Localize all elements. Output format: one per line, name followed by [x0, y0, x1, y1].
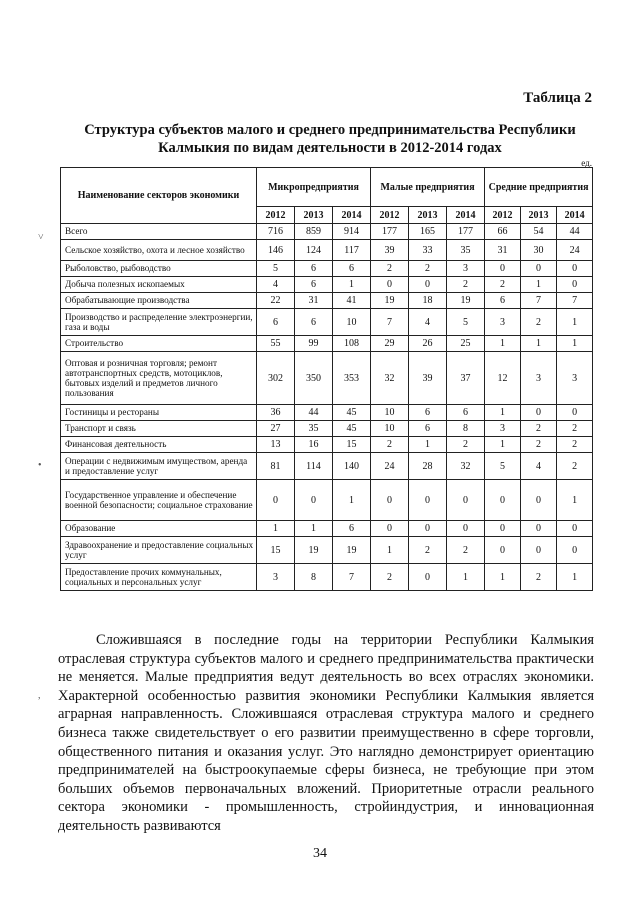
value-cell: 55: [257, 336, 295, 352]
value-cell: 5: [257, 261, 295, 277]
value-cell: 99: [295, 336, 333, 352]
value-cell: 2: [409, 537, 447, 564]
value-cell: 177: [371, 224, 409, 240]
value-cell: 19: [333, 537, 371, 564]
value-cell: 28: [409, 453, 447, 480]
header-group-medium: Средние предприятия: [485, 168, 593, 207]
value-cell: 35: [295, 421, 333, 437]
value-cell: 1: [521, 336, 557, 352]
header-year: 2014: [447, 207, 485, 224]
value-cell: 6: [485, 293, 521, 309]
value-cell: 45: [333, 405, 371, 421]
value-cell: 165: [409, 224, 447, 240]
value-cell: 25: [447, 336, 485, 352]
value-cell: 0: [485, 537, 521, 564]
value-cell: 44: [557, 224, 593, 240]
value-cell: 1: [557, 309, 593, 336]
value-cell: 117: [333, 240, 371, 261]
sector-name-cell: Строительство: [61, 336, 257, 352]
table-row: [61, 240, 593, 261]
header-year: 2014: [333, 207, 371, 224]
sector-name-cell: Здравоохранение и предоставление социальных услуг: [61, 537, 257, 564]
value-cell: 3: [557, 352, 593, 405]
value-cell: 37: [447, 352, 485, 405]
table-row: [61, 224, 593, 240]
value-cell: 0: [521, 521, 557, 537]
value-cell: 0: [485, 521, 521, 537]
table-row: [61, 421, 593, 437]
value-cell: 31: [295, 293, 333, 309]
value-cell: 16: [295, 437, 333, 453]
value-cell: 0: [371, 521, 409, 537]
value-cell: 0: [409, 277, 447, 293]
value-cell: 2: [447, 277, 485, 293]
sector-name-cell: Операции с недвижимым имуществом, аренда и предоставление услуг: [61, 453, 257, 480]
value-cell: 716: [257, 224, 295, 240]
value-cell: 7: [371, 309, 409, 336]
value-cell: 6: [295, 261, 333, 277]
value-cell: 0: [447, 480, 485, 521]
value-cell: 0: [521, 480, 557, 521]
value-cell: 6: [447, 405, 485, 421]
value-cell: 3: [521, 352, 557, 405]
value-cell: 6: [295, 309, 333, 336]
value-cell: 29: [371, 336, 409, 352]
body-paragraph: [58, 631, 594, 836]
table-row: [61, 480, 593, 521]
value-cell: 27: [257, 421, 295, 437]
value-cell: 2: [447, 537, 485, 564]
value-cell: 0: [447, 521, 485, 537]
value-cell: 1: [333, 277, 371, 293]
value-cell: 2: [447, 437, 485, 453]
sector-name-cell: Сельское хозяйство, охота и лесное хозяйство: [61, 240, 257, 261]
sector-name-cell: Производство и распределение электроэнергии, газа и воды: [61, 309, 257, 336]
value-cell: 0: [371, 480, 409, 521]
sector-name-cell: Всего: [61, 224, 257, 240]
table-row: [61, 309, 593, 336]
value-cell: 41: [333, 293, 371, 309]
value-cell: 19: [447, 293, 485, 309]
value-cell: 114: [295, 453, 333, 480]
value-cell: 22: [257, 293, 295, 309]
value-cell: 0: [295, 480, 333, 521]
value-cell: 66: [485, 224, 521, 240]
value-cell: 2: [409, 261, 447, 277]
header-group-small: Малые предприятия: [371, 168, 485, 207]
unit-label: ед.: [581, 158, 592, 168]
value-cell: 39: [409, 352, 447, 405]
header-year: 2012: [371, 207, 409, 224]
table-row: [61, 352, 593, 405]
value-cell: 15: [257, 537, 295, 564]
value-cell: 2: [371, 437, 409, 453]
value-cell: 0: [557, 277, 593, 293]
value-cell: 32: [371, 352, 409, 405]
value-cell: 0: [485, 480, 521, 521]
value-cell: 6: [257, 309, 295, 336]
value-cell: 6: [333, 521, 371, 537]
sector-name-cell: Транспорт и связь: [61, 421, 257, 437]
value-cell: 2: [521, 421, 557, 437]
table-row: [61, 453, 593, 480]
value-cell: 10: [333, 309, 371, 336]
value-cell: 0: [557, 521, 593, 537]
value-cell: 3: [447, 261, 485, 277]
table-row: [61, 405, 593, 421]
value-cell: 1: [557, 564, 593, 591]
value-cell: 124: [295, 240, 333, 261]
value-cell: 4: [257, 277, 295, 293]
value-cell: 1: [371, 537, 409, 564]
value-cell: 1: [557, 480, 593, 521]
value-cell: 0: [409, 564, 447, 591]
value-cell: 45: [333, 421, 371, 437]
value-cell: 10: [371, 405, 409, 421]
sector-name-cell: Финансовая деятельность: [61, 437, 257, 453]
value-cell: 0: [409, 521, 447, 537]
sector-name-cell: Гостиницы и рестораны: [61, 405, 257, 421]
value-cell: 15: [333, 437, 371, 453]
value-cell: 44: [295, 405, 333, 421]
header-year: 2013: [521, 207, 557, 224]
value-cell: 7: [521, 293, 557, 309]
value-cell: 7: [333, 564, 371, 591]
value-cell: 24: [557, 240, 593, 261]
value-cell: 24: [371, 453, 409, 480]
value-cell: 6: [409, 405, 447, 421]
page-number: 34: [313, 846, 327, 861]
value-cell: 0: [521, 405, 557, 421]
sector-name-cell: Государственное управление и обеспечение военной безопасности; социальное страхование: [61, 480, 257, 521]
sector-name-cell: Добыча полезных ископаемых: [61, 277, 257, 293]
value-cell: 302: [257, 352, 295, 405]
table-row: [61, 521, 593, 537]
header-group-micro: Микропредприятия: [257, 168, 371, 207]
value-cell: 4: [409, 309, 447, 336]
value-cell: 350: [295, 352, 333, 405]
scan-mark: ˅: [38, 232, 44, 243]
paragraph-text: Сложившаяся в последние годы на территории Республики Калмыкия отраслевая структура субъектов малого и среднего предпринимательства практически не меняется. Малые предприятия ведут деятельность во всех отраслях экономики. Характерной особенностью развития экономики Республики Калмыкия является аграрная направленность. Сложившаяся отраслевая структура малого и среднего бизнеса также свидетельствует о его развитии преимущественно в сфере торговли, общественного питания и оказания услуг. Это наглядно демонстрирует ориентацию предпринимателей на быстроокупаемые сферы бизнеса, не требующие при этом больших объемов первоначальных вложений. Приоритетные отрасли реального сектора экономики - промышленность, стройиндустрия, и инновационная деятельность развиваются: [58, 632, 594, 834]
sector-name-cell: Обрабатывающие производства: [61, 293, 257, 309]
value-cell: 0: [257, 480, 295, 521]
value-cell: 19: [371, 293, 409, 309]
value-cell: 8: [295, 564, 333, 591]
value-cell: 2: [521, 309, 557, 336]
value-cell: 140: [333, 453, 371, 480]
value-cell: 54: [521, 224, 557, 240]
table-row: [61, 537, 593, 564]
value-cell: 2: [521, 437, 557, 453]
value-cell: 1: [485, 564, 521, 591]
value-cell: 177: [447, 224, 485, 240]
value-cell: 13: [257, 437, 295, 453]
value-cell: 26: [409, 336, 447, 352]
table-row: [61, 437, 593, 453]
value-cell: 1: [485, 437, 521, 453]
value-cell: 1: [485, 405, 521, 421]
scan-mark: ,: [38, 690, 41, 701]
value-cell: 36: [257, 405, 295, 421]
value-cell: 0: [409, 480, 447, 521]
value-cell: 353: [333, 352, 371, 405]
value-cell: 1: [521, 277, 557, 293]
value-cell: 1: [557, 336, 593, 352]
value-cell: 0: [521, 537, 557, 564]
value-cell: 859: [295, 224, 333, 240]
value-cell: 6: [295, 277, 333, 293]
value-cell: 1: [295, 521, 333, 537]
table-row: [61, 336, 593, 352]
sector-name-cell: Предоставление прочих коммунальных, социальных и персональных услуг: [61, 564, 257, 591]
value-cell: 1: [257, 521, 295, 537]
sector-name-cell: Оптовая и розничная торговля; ремонт автотранспортных средств, мотоциклов, бытовых изделий и предметов личного пользования: [61, 352, 257, 405]
value-cell: 7: [557, 293, 593, 309]
value-cell: 8: [447, 421, 485, 437]
value-cell: 2: [557, 437, 593, 453]
sector-name-cell: Рыболовство, рыбоводство: [61, 261, 257, 277]
header-year: 2012: [485, 207, 521, 224]
value-cell: 4: [521, 453, 557, 480]
header-year: 2013: [295, 207, 333, 224]
value-cell: 914: [333, 224, 371, 240]
header-sector: Наименование секторов экономики: [61, 168, 257, 224]
value-cell: 2: [485, 277, 521, 293]
table-row: [61, 293, 593, 309]
header-year: 2013: [409, 207, 447, 224]
sector-name-cell: Образование: [61, 521, 257, 537]
value-cell: 2: [371, 564, 409, 591]
value-cell: 12: [485, 352, 521, 405]
value-cell: 39: [371, 240, 409, 261]
table-row: [61, 277, 593, 293]
table-row: [61, 564, 593, 591]
value-cell: 33: [409, 240, 447, 261]
value-cell: 1: [447, 564, 485, 591]
value-cell: 35: [447, 240, 485, 261]
table-row: [61, 261, 593, 277]
value-cell: 2: [557, 453, 593, 480]
value-cell: 0: [371, 277, 409, 293]
value-cell: 0: [557, 537, 593, 564]
value-cell: 31: [485, 240, 521, 261]
value-cell: 0: [557, 261, 593, 277]
value-cell: 2: [521, 564, 557, 591]
value-cell: 32: [447, 453, 485, 480]
header-year: 2014: [557, 207, 593, 224]
value-cell: 108: [333, 336, 371, 352]
value-cell: 2: [557, 421, 593, 437]
value-cell: 2: [371, 261, 409, 277]
value-cell: 0: [521, 261, 557, 277]
table-title: Структура субъектов малого и среднего предпринимательства Республики Калмыкия по видам деятельности в 2012-2014 годах: [84, 122, 576, 156]
data-table: [60, 167, 593, 591]
scan-mark: •: [38, 460, 42, 471]
value-cell: 5: [485, 453, 521, 480]
value-cell: 3: [485, 309, 521, 336]
header-year: 2012: [257, 207, 295, 224]
value-cell: 6: [409, 421, 447, 437]
value-cell: 6: [333, 261, 371, 277]
value-cell: 19: [295, 537, 333, 564]
value-cell: 10: [371, 421, 409, 437]
value-cell: 5: [447, 309, 485, 336]
value-cell: 18: [409, 293, 447, 309]
value-cell: 1: [485, 336, 521, 352]
value-cell: 1: [333, 480, 371, 521]
value-cell: 3: [257, 564, 295, 591]
value-cell: 81: [257, 453, 295, 480]
value-cell: 3: [485, 421, 521, 437]
value-cell: 30: [521, 240, 557, 261]
table-label: Таблица 2: [523, 90, 592, 106]
value-cell: 146: [257, 240, 295, 261]
value-cell: 0: [485, 261, 521, 277]
value-cell: 1: [409, 437, 447, 453]
value-cell: 0: [557, 405, 593, 421]
